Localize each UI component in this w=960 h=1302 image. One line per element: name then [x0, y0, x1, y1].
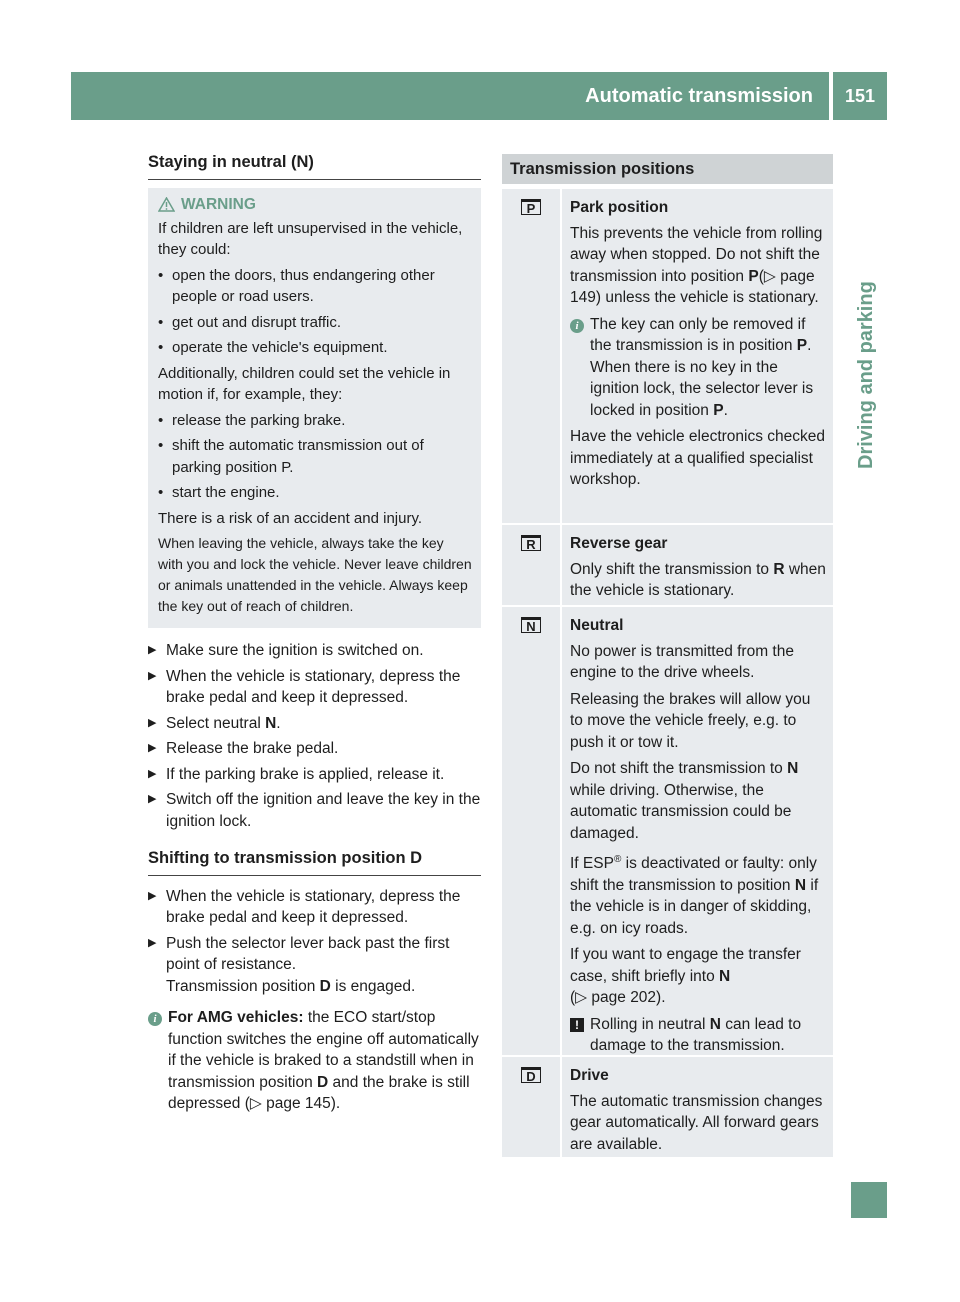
warning-intro: If children are left unsupervised in the vehicle, they could:	[158, 219, 463, 258]
page-reference-icon: ▷	[249, 1095, 262, 1112]
row-title: Park position	[570, 199, 669, 216]
warning-box	[148, 188, 481, 628]
park-info-note: i The key can only be removed if the transmission is in position P. When there is no key in the ignition lock, the selector lever is locked in position P.	[570, 314, 827, 422]
steps-neutral	[148, 640, 481, 1115]
side-tab-label: Driving and parking	[855, 281, 877, 469]
step-arrow-icon: ▶	[148, 669, 157, 682]
warning-triangle-icon	[158, 197, 175, 212]
side-tab-marker	[851, 1182, 887, 1218]
step-arrow-icon: ▶	[148, 889, 157, 902]
list-item: • shift the automatic transmission out of parking position P.	[158, 437, 424, 476]
step-arrow-icon: ▶	[148, 793, 157, 805]
list-item: • get out and disrupt traffic.	[158, 313, 341, 331]
info-icon: i	[148, 1012, 162, 1026]
row-title: Drive	[570, 1067, 609, 1084]
gear-symbol-r: R	[521, 535, 541, 551]
page-number: 151	[844, 86, 876, 106]
reverse-text: Only shift the transmission to R when the vehicle is stationary.	[570, 560, 826, 599]
caution-icon: !	[570, 1018, 584, 1032]
page-reference-icon: ▷	[763, 267, 776, 285]
warning-title: WARNING	[181, 196, 256, 213]
section-title: Staying in neutral (N)	[148, 153, 314, 171]
chapter-title: Automatic transmission	[585, 85, 813, 107]
park-text-2: Have the vehicle electronics checked immediately at a qualified specialist workshop.	[570, 428, 826, 488]
step-arrow-icon: ▶	[148, 767, 157, 780]
table-row	[502, 525, 833, 605]
neutral-text: If you want to engage the transfer case, shift briefly into N (▷ page 202).	[570, 946, 801, 1007]
gear-symbol-d: D	[521, 1067, 541, 1083]
neutral-text: No power is transmitted from the engine to the drive wheels.	[570, 642, 794, 681]
table-title: Transmission positions	[502, 154, 833, 184]
drive-text: The automatic transmission changes gear automatically. All forward gears are available.	[570, 1092, 823, 1153]
neutral-text: If ESP® is deactivated or faulty: only shift the transmission to position N if the vehicle is in danger of skidding, e.g. on icy roads.	[570, 854, 819, 937]
warning-middle: Additionally, children could set the vehicle in motion if, for example, they:	[158, 364, 451, 403]
step-item: ▶ When the vehicle is stationary, depress the brake pedal and keep it depressed.	[148, 886, 481, 929]
gear-symbol-n: N	[521, 617, 541, 633]
warning-advice: When leaving the vehicle, always take the key with you and lock the vehicle. Never leave children or animals unattended in the vehicle. Always keep the key out of reach of children.	[158, 535, 472, 614]
step-item: ▶ Push the selector lever back past the first point of resistance. Transmission position D is engaged.	[148, 933, 481, 998]
row-title: Reverse gear	[570, 535, 668, 552]
section-staying-neutral	[148, 152, 481, 180]
list-item: • open the doors, thus endangering other people or road users.	[158, 266, 435, 305]
warning-risk: There is a risk of an accident and injury.	[158, 509, 423, 527]
warning-heading	[158, 194, 472, 216]
neutral-caution-note: ! Rolling in neutral N can lead to damage to the transmission.	[570, 1014, 827, 1057]
amg-note: i For AMG vehicles: the ECO start/stop function switches the engine off automatically if the vehicle is braked to a standstill when in transmission position D and the brake is still depressed (▷ page 145).	[148, 1007, 481, 1115]
gear-symbol-p: P	[521, 199, 541, 215]
step-arrow-icon: ▶	[148, 644, 157, 656]
step-item: ▶ If the parking brake is applied, release it.	[148, 764, 481, 786]
section-title: Shifting to transmission position D	[148, 849, 423, 867]
section-rule	[148, 875, 481, 876]
neutral-text: Releasing the brakes will allow you to move the vehicle freely, e.g. to push it or tow it.	[570, 690, 811, 751]
row-title: Neutral	[570, 617, 624, 634]
step-arrow-icon: ▶	[148, 936, 157, 949]
list-item: • release the parking brake.	[158, 411, 346, 429]
info-icon: i	[570, 319, 584, 333]
table-row	[502, 1057, 833, 1157]
section-rule	[148, 179, 481, 180]
step-item: ▶ Release the brake pedal.	[148, 738, 481, 760]
park-text: This prevents the vehicle from rolling away when stopped. Do not shift the transmission into position P(▷ page 149) unless the vehicle is stationary.	[570, 224, 823, 306]
list-item: • start the engine.	[158, 484, 280, 501]
table-row	[502, 189, 833, 523]
step-item: ▶ When the vehicle is stationary, depress the brake pedal and keep it depressed.	[148, 666, 481, 709]
step-item: ▶ Make sure the ignition is switched on.	[148, 640, 481, 662]
page-reference-icon: ▷	[575, 989, 588, 1007]
step-arrow-icon: ▶	[148, 742, 157, 754]
transmission-table	[502, 189, 833, 1159]
step-item: ▶ Select neutral N.	[148, 713, 481, 735]
list-item: • operate the vehicle's equipment.	[158, 339, 388, 356]
step-item: ▶ Switch off the ignition and leave the key in the ignition lock.	[148, 789, 481, 832]
table-row	[502, 607, 833, 1055]
neutral-text: Do not shift the transmission to N while driving. Otherwise, the automatic transmission could be damaged.	[570, 760, 799, 842]
step-arrow-icon: ▶	[148, 716, 157, 729]
